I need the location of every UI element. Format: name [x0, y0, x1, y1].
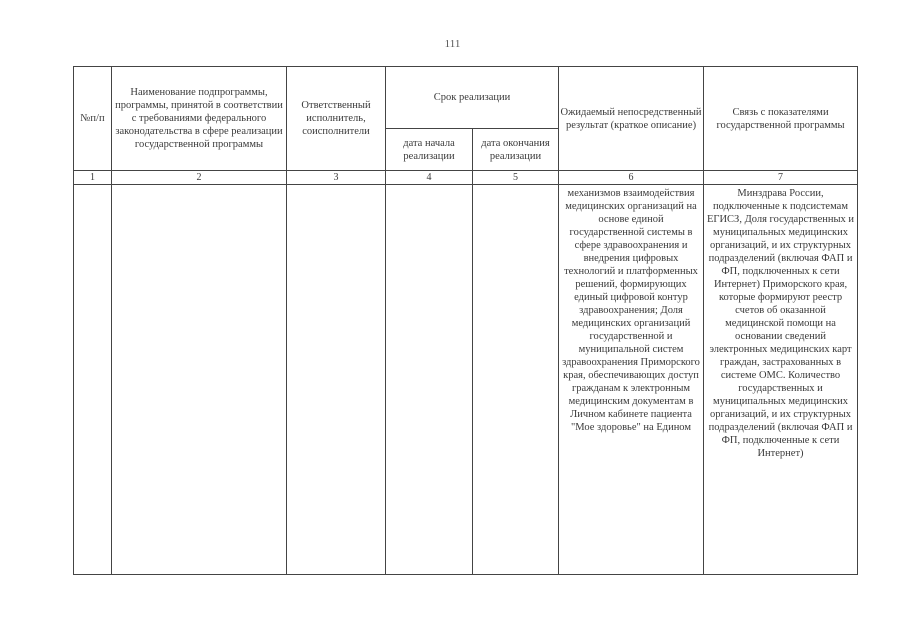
program-table	[73, 66, 858, 575]
column-number: 6	[559, 171, 704, 185]
header-number: №п/п	[74, 67, 112, 171]
header-start-date: дата начала реализации	[386, 129, 473, 171]
cell-empty	[386, 185, 473, 575]
column-number: 5	[473, 171, 559, 185]
cell-empty	[112, 185, 287, 575]
cell-expected-result: механизмов взаимодействия медицинских организаций на основе единой государственной системы в сфере здравоохранения и внедрения цифровых технологий и платформенных решений, формирующих единый цифровой контур здравоохранения; Доля медицинских организаций государственной и муниципальной систем здравоохранения Приморского края, обеспечивающих доступ гражданам к электронным медицинским документам в Личном кабинете пациента "Мое здоровье" на Едином	[559, 185, 704, 575]
cell-empty	[74, 185, 112, 575]
page-number: 111	[444, 38, 461, 50]
cell-empty	[473, 185, 559, 575]
header-term: Срок реализации	[386, 67, 559, 129]
header-expected-result: Ожидаемый непосредственный результат (краткое описание)	[559, 67, 704, 171]
column-number: 2	[112, 171, 287, 185]
header-program-name: Наименование подпрограммы, программы, принятой в соответствии с требованиями федерального законодательства в сфере реализации государственной программы	[112, 67, 287, 171]
column-number: 4	[386, 171, 473, 185]
column-number: 1	[74, 171, 112, 185]
header-responsible: Ответственный исполнитель, соисполнители	[287, 67, 386, 171]
column-number: 3	[287, 171, 386, 185]
header-indicators-link: Связь с показателями государственной программы	[704, 67, 858, 171]
cell-indicators-link: Минздрава России, подключенные к подсистемам ЕГИСЗ, Доля государственных и муниципальных медицинских организаций, и их структурных подразделений (включая ФАП и ФП, подключенных к сети Интернет) Приморского края, которые формируют реестр счетов об оказанной медицинской помощи на основании сведений электронных медицинских карт граждан, застрахованных в системе ОМС. Количество государственных и муниципальных медицинских организаций, и их структурных подразделений (включая ФАП и ФП, подключенные к сети Интернет)	[704, 185, 858, 575]
column-number: 7	[704, 171, 858, 185]
cell-empty	[287, 185, 386, 575]
header-end-date: дата окончания реализации	[473, 129, 559, 171]
